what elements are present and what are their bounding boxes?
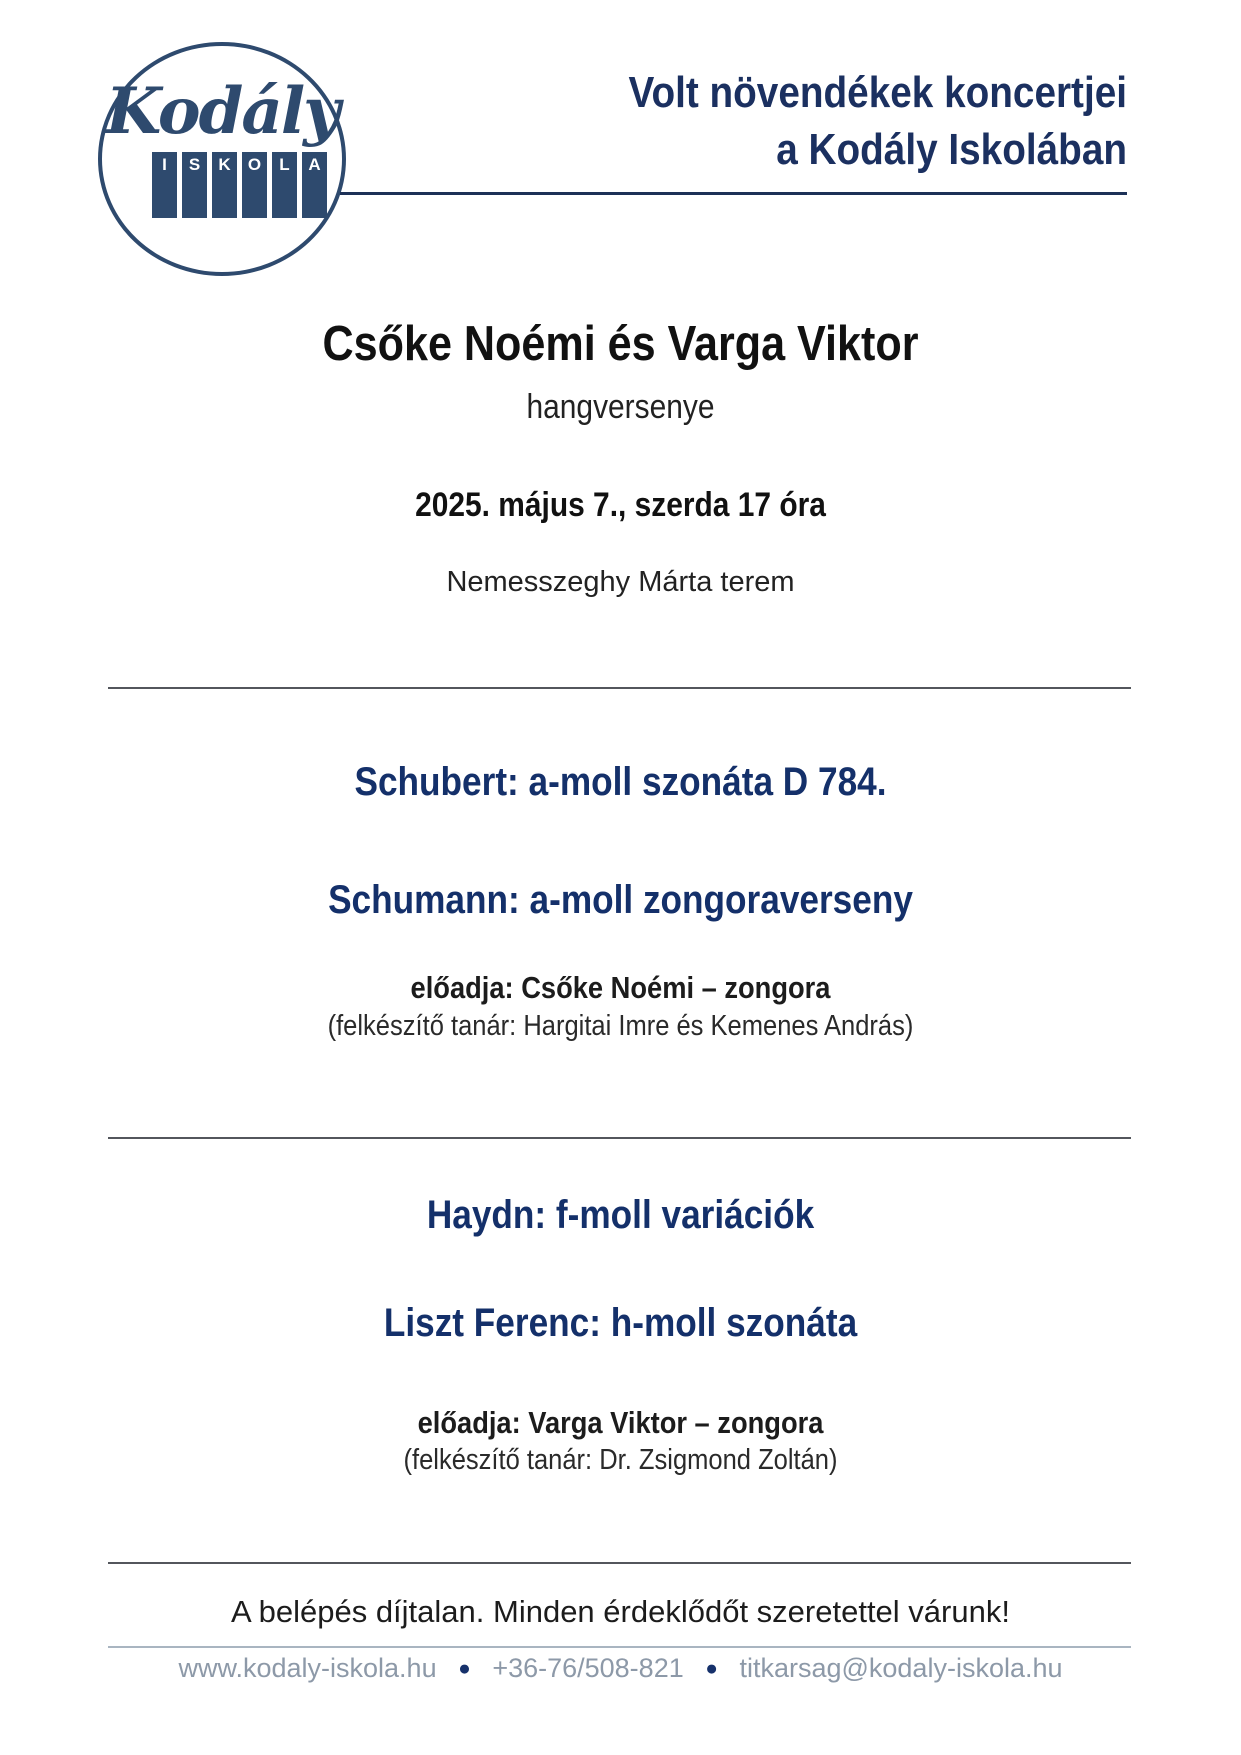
event-title: Csőke Noémi és Varga Viktor <box>322 317 919 371</box>
footer-phone: +36-76/508-821 <box>492 1653 684 1683</box>
program-teacher: (felkészítő tanár: Hargitai Imre és Kemenes András) <box>327 1010 914 1042</box>
footer <box>0 1653 1241 1684</box>
program-performer: előadja: Csőke Noémi – zongora <box>410 970 831 1005</box>
logo-kodaly-script: Kodály <box>105 74 339 149</box>
program-piece: Schubert: a-moll szonáta D 784. <box>354 760 887 804</box>
program-piece: Haydn: f-moll variációk <box>426 1193 815 1237</box>
school-logo <box>98 42 346 276</box>
header-title-line1: Volt növendékek koncertjei <box>628 68 1127 117</box>
section-divider <box>108 1137 1131 1139</box>
program-performer: előadja: Varga Viktor – zongora <box>417 1405 824 1440</box>
logo-letter: S <box>188 155 201 174</box>
section-divider <box>108 1562 1131 1564</box>
logo-bar <box>272 152 297 218</box>
logo-bar <box>182 152 207 218</box>
poster-header <box>340 64 1127 195</box>
event-datetime: 2025. május 7., szerda 17 óra <box>415 486 826 524</box>
closing-note: A belépés díjtalan. Minden érdeklődőt szeretettel várunk! <box>231 1594 1010 1629</box>
bullet-icon: ● <box>458 1657 471 1680</box>
logo-bar <box>212 152 237 218</box>
logo-bar <box>242 152 267 218</box>
logo-piano-bars <box>152 152 327 218</box>
logo-letter: K <box>218 155 231 174</box>
footer-email: titkarsag@kodaly-iskola.hu <box>739 1653 1063 1683</box>
logo-letter: O <box>247 155 262 174</box>
logo-letter: L <box>279 155 290 174</box>
logo-bar <box>152 152 177 218</box>
program-piece: Liszt Ferenc: h-moll szonáta <box>383 1301 858 1345</box>
event-subtitle: hangversenye <box>526 388 715 426</box>
footer-website: www.kodaly-iskola.hu <box>178 1653 437 1683</box>
logo-letter: A <box>308 155 321 174</box>
program-teacher: (felkészítő tanár: Dr. Zsigmond Zoltán) <box>403 1444 838 1476</box>
header-title-line2: a Kodály Iskolában <box>776 125 1127 174</box>
program-piece: Schumann: a-moll zongoraverseny <box>328 878 913 922</box>
bullet-icon: ● <box>705 1657 718 1680</box>
logo-bar <box>302 152 327 218</box>
event-venue: Nemesszeghy Márta terem <box>446 566 795 598</box>
logo-letter: I <box>162 155 167 174</box>
footer-divider <box>108 1646 1131 1648</box>
section-divider <box>108 687 1131 689</box>
